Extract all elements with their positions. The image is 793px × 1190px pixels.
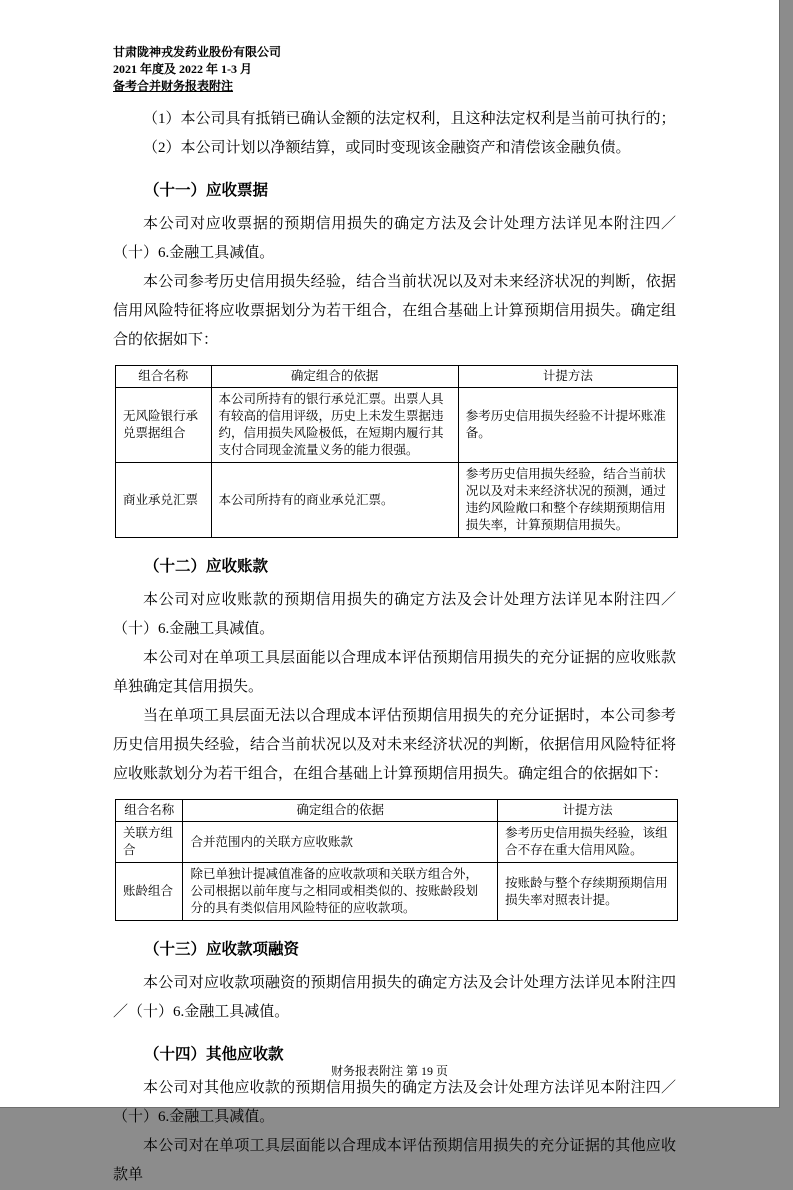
section-14-paragraph-1: 本公司对其他应收款的预期信用损失的确定方法及会计处理方法详见本附注四／（十）6.金融工具减值。 bbox=[113, 1080, 676, 1125]
table-header-cell: 计提方法 bbox=[458, 366, 677, 388]
section-12-paragraph-1: 本公司对应收账款的预期信用损失的确定方法及会计处理方法详见本附注四／（十）6.金融工具减值。 bbox=[113, 592, 676, 637]
section-13-title: （十三）应收款项融资 bbox=[144, 941, 300, 958]
table-row bbox=[116, 863, 678, 921]
footer-page-label: 财务报表附注 第 19 页 bbox=[330, 1064, 448, 1078]
table-cell: 本公司所持有的商业承兑汇票。 bbox=[211, 463, 458, 538]
table-cell: 无风险银行承兑票据组合 bbox=[116, 388, 212, 463]
section-12-paragraph-3: 当在单项工具层面无法以合理成本评估预期信用损失的充分证据时，本公司参考历史信用损失经验，结合当前状况以及对未来经济状况的判断，依据信用风险特征将应收账款划分为若干组合，在组合基础上计算预期信用损失。确定组合的依据如下： bbox=[113, 708, 676, 782]
intro-item-1: （1）本公司具有抵销已确认金额的法定权利，且这种法定权利是当前可执行的； bbox=[143, 111, 676, 127]
intro-item-2: （2）本公司计划以净额结算，或同时变现该金融资产和清偿该金融负债。 bbox=[143, 140, 631, 156]
section-11-paragraph-1: 本公司对应收票据的预期信用损失的确定方法及会计处理方法详见本附注四／（十）6.金融工具减值。 bbox=[113, 216, 676, 261]
section-14-title: （十四）其他应收款 bbox=[144, 1046, 284, 1063]
table-row bbox=[116, 388, 678, 463]
table-header-cell: 计提方法 bbox=[498, 800, 678, 822]
table-cell: 参考历史信用损失经验，该组合不存在重大信用风险。 bbox=[498, 822, 678, 863]
company-name: 甘肃陇神戎发药业股份有限公司 bbox=[113, 45, 282, 59]
table-cell: 除已单独计提减值准备的应收款项和关联方组合外，公司根据以前年度与之相同或相类似的、按账龄段划分的具有类似信用风险特征的应收款项。 bbox=[183, 863, 498, 921]
page-footer bbox=[0, 1062, 779, 1079]
table-cell: 商业承兑汇票 bbox=[116, 463, 212, 538]
document-body bbox=[0, 95, 779, 1190]
table-cell: 按账龄与整个存续期预期信用损失率对照表计提。 bbox=[498, 863, 678, 921]
table-header-row bbox=[116, 366, 678, 388]
accounts-receivable-table bbox=[115, 799, 678, 921]
table-cell: 参考历史信用损失经验不计提坏账准备。 bbox=[458, 388, 677, 463]
section-13-paragraph-1: 本公司对应收款项融资的预期信用损失的确定方法及会计处理方法详见本附注四／（十）6.金融工具减值。 bbox=[113, 975, 676, 1020]
notes-receivable-table bbox=[115, 365, 678, 538]
table-cell: 合并范围内的关联方应收账款 bbox=[183, 822, 498, 863]
table-header-cell: 组合名称 bbox=[116, 366, 212, 388]
table-cell: 参考历史信用损失经验，结合当前状况以及对未来经济状况的预测，通过违约风险敞口和整个存续期预期信用损失率，计算预期信用损失。 bbox=[458, 463, 677, 538]
table-row bbox=[116, 822, 678, 863]
table-header-cell: 确定组合的依据 bbox=[183, 800, 498, 822]
table-header-row bbox=[116, 800, 678, 822]
table-header-cell: 确定组合的依据 bbox=[211, 366, 458, 388]
report-period: 2021 年度及 2022 年 1-3 月 bbox=[113, 62, 252, 76]
table-row bbox=[116, 463, 678, 538]
table-cell: 账龄组合 bbox=[116, 863, 183, 921]
table-cell: 本公司所持有的银行承兑汇票。出票人具有较高的信用评级，历史上未发生票据违约，信用损失风险极低，在短期内履行其支付合同现金流量义务的能力很强。 bbox=[211, 388, 458, 463]
table-cell: 关联方组合 bbox=[116, 822, 183, 863]
section-11-title: （十一）应收票据 bbox=[144, 182, 269, 199]
table-header-cell: 组合名称 bbox=[116, 800, 183, 822]
report-title: 备考合并财务报表附注 bbox=[113, 79, 234, 93]
section-12-title: （十二）应收账款 bbox=[144, 558, 269, 575]
section-11-paragraph-2: 本公司参考历史信用损失经验，结合当前状况以及对未来经济状况的判断，依据信用风险特征将应收票据划分为若干组合，在组合基础上计算预期信用损失。确定组合的依据如下： bbox=[113, 274, 676, 348]
document-header bbox=[0, 0, 779, 95]
section-12-paragraph-2: 本公司对在单项工具层面能以合理成本评估预期信用损失的充分证据的应收账款单独确定其信用损失。 bbox=[113, 650, 676, 695]
section-14-paragraph-2: 本公司对在单项工具层面能以合理成本评估预期信用损失的充分证据的其他应收款单 bbox=[113, 1138, 676, 1183]
